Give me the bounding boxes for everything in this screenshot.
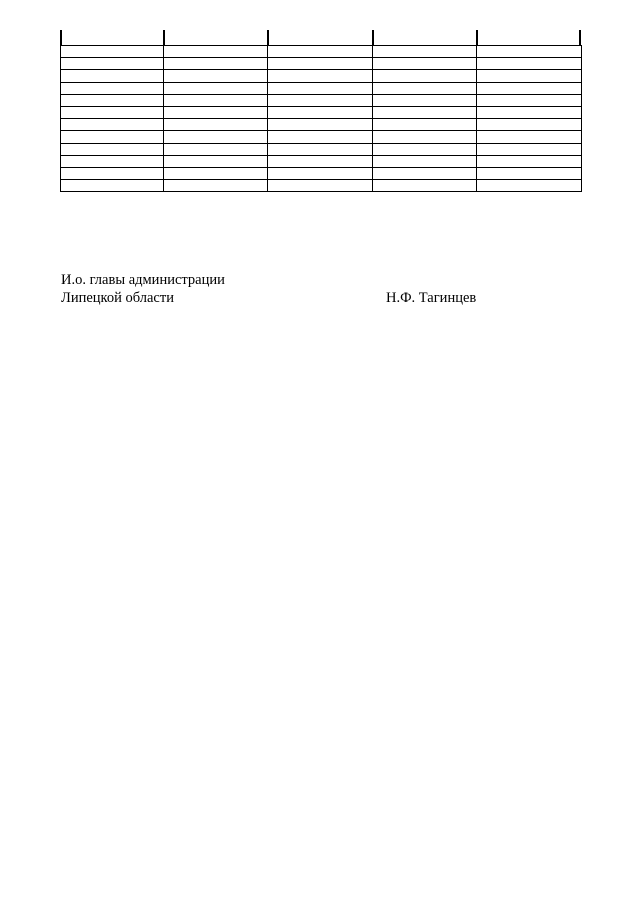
table-cell	[373, 58, 477, 70]
table-cell	[477, 167, 582, 179]
table-row	[61, 119, 582, 131]
table-cell	[61, 143, 164, 155]
table-cell	[268, 143, 373, 155]
table-cell	[373, 143, 477, 155]
table-cell	[373, 167, 477, 179]
table-cell	[268, 82, 373, 94]
table-cell	[268, 46, 373, 58]
table-cell	[268, 155, 373, 167]
table-cell	[373, 180, 477, 192]
table-cell	[61, 58, 164, 70]
table-cell	[61, 70, 164, 82]
data-table	[60, 45, 582, 192]
table-cell	[477, 131, 582, 143]
table-cell	[164, 155, 268, 167]
table-cell	[61, 119, 164, 131]
table-cell	[477, 82, 582, 94]
table-cell	[268, 180, 373, 192]
table-cell	[373, 106, 477, 118]
table-row	[61, 167, 582, 179]
signature-position-line1: И.о. главы администрации	[61, 272, 225, 288]
table-cell	[61, 82, 164, 94]
table-row	[61, 180, 582, 192]
table-cell	[373, 119, 477, 131]
table-cell	[164, 143, 268, 155]
table-cell	[61, 131, 164, 143]
table-cell	[268, 131, 373, 143]
table-cell	[477, 180, 582, 192]
table-row	[61, 131, 582, 143]
table-row	[61, 70, 582, 82]
data-table-container	[60, 30, 581, 192]
table-row	[61, 143, 582, 155]
table-cell	[61, 106, 164, 118]
table-cell	[164, 180, 268, 192]
table-cell	[373, 46, 477, 58]
table-cell	[373, 94, 477, 106]
table-cell	[477, 46, 582, 58]
table-row	[61, 58, 582, 70]
table-cell	[164, 70, 268, 82]
table-cell	[164, 106, 268, 118]
table-cell	[61, 167, 164, 179]
table-row	[61, 94, 582, 106]
table-cell	[61, 94, 164, 106]
table-cell	[373, 82, 477, 94]
table-cell	[477, 143, 582, 155]
table-cell	[268, 94, 373, 106]
table-cell	[164, 46, 268, 58]
table-cell	[477, 155, 582, 167]
table-row	[61, 155, 582, 167]
table-cell	[164, 119, 268, 131]
table-cell	[164, 167, 268, 179]
table-cell	[164, 131, 268, 143]
table-cell	[373, 70, 477, 82]
table-cell	[477, 119, 582, 131]
table-row	[61, 106, 582, 118]
table-cell	[164, 94, 268, 106]
table-cell	[164, 82, 268, 94]
signature-position-line2: Липецкой области	[61, 290, 174, 306]
table-top-continuation	[60, 30, 581, 45]
table-row	[61, 46, 582, 58]
table-row	[61, 82, 582, 94]
table-cell	[268, 70, 373, 82]
table-cell	[61, 46, 164, 58]
table-cell	[268, 106, 373, 118]
table-cell	[477, 58, 582, 70]
table-cell	[477, 70, 582, 82]
table-cell	[268, 167, 373, 179]
table-cell	[61, 155, 164, 167]
table-cell	[268, 58, 373, 70]
table-cell	[373, 155, 477, 167]
table-cell	[373, 131, 477, 143]
signature-name: Н.Ф. Тагинцев	[386, 290, 477, 306]
table-cell	[164, 58, 268, 70]
table-cell	[477, 94, 582, 106]
table-cell	[268, 119, 373, 131]
table-cell	[61, 180, 164, 192]
table-cell	[477, 106, 582, 118]
